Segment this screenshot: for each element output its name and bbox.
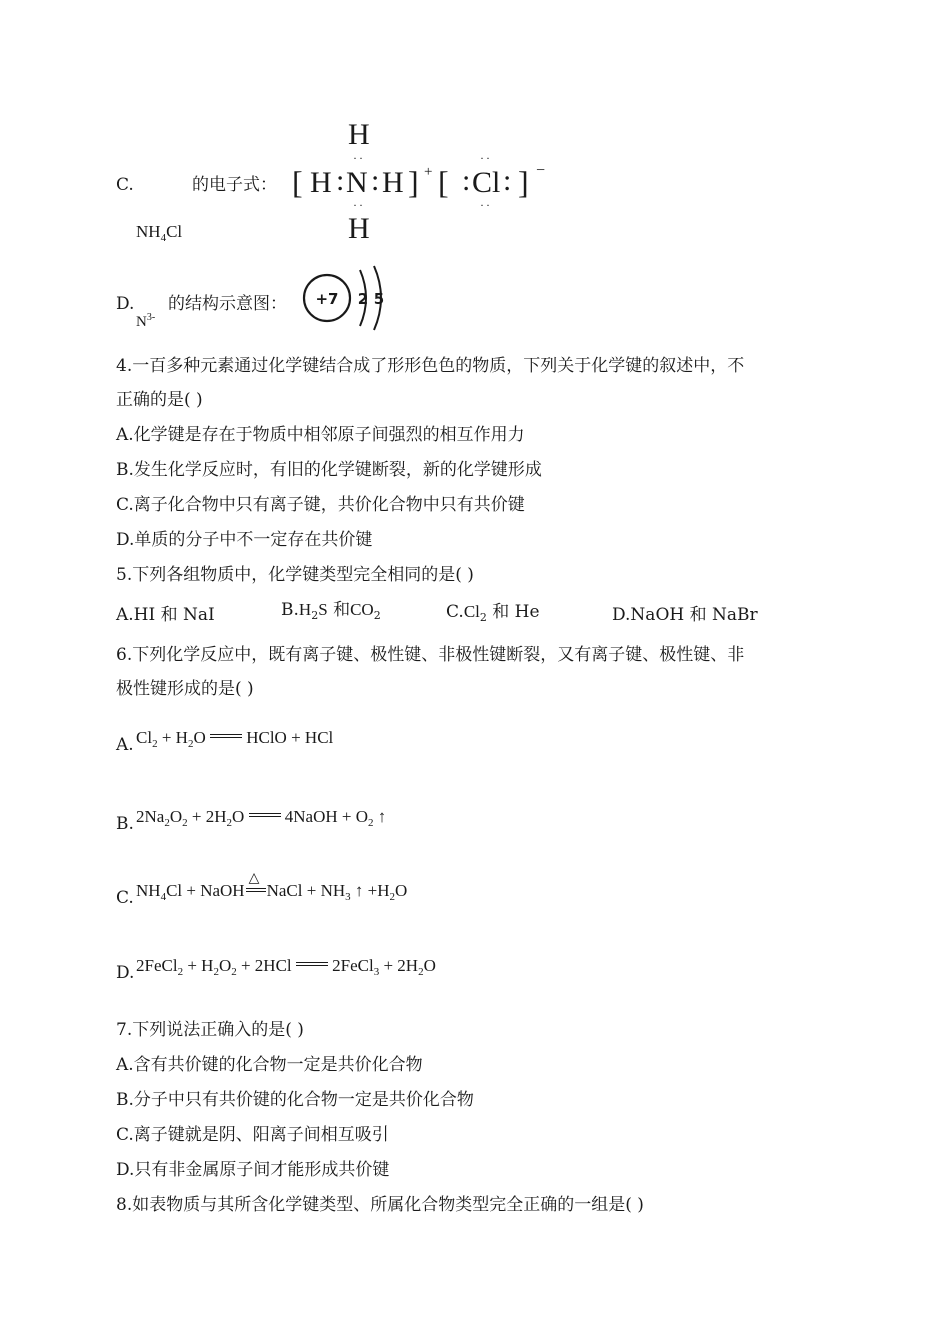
q6-option-b-letter: B. — [116, 814, 134, 834]
cl-colon-left: : — [462, 164, 471, 197]
q4-stem-line1: 4.一百多种元素通过化学键结合成了形形色色的物质，下列关于化学键的叙述中，不 — [116, 356, 745, 376]
cl-dots-bottom: ·· — [480, 198, 492, 212]
h-left: H — [310, 166, 332, 199]
q6-option-c-equation: $NH_4Cl$ + NaOH △ NaCl + $NH_3$ ↑ $+H_2O$ — [136, 871, 408, 903]
h-bottom: H — [348, 212, 370, 245]
cl-colon-right: : — [503, 164, 512, 197]
q6-option-a-equation: $Cl_2 + H_2O$ HClO + HCl — [136, 728, 334, 750]
cl-bracket-right: ] — [518, 164, 529, 200]
q7-option-c: C.离子键就是阴、阳离子间相互吸引 — [116, 1125, 389, 1145]
q3c-species: $NH_4Cl$ — [136, 222, 183, 244]
shell-1-electrons: 2 — [357, 290, 369, 308]
q7-option-b: B.分子中只有共价键的化合物一定是共价化合物 — [116, 1090, 474, 1110]
electron-formula-nh4cl — [290, 118, 560, 248]
cl-bracket-left: [ — [438, 164, 449, 200]
q5-option-c: $C.Cl_2$ 和 He — [446, 602, 540, 624]
nh4-charge: + — [424, 164, 433, 180]
q6-stem-line2: 极性键形成的是( ) — [116, 679, 254, 699]
q7-option-a: A.含有共价键的化合物一定是共价化合物 — [116, 1055, 423, 1075]
q6-stem-line1: 6.下列化学反应中，既有离子键、极性键、非极性键断裂，又有离子键、极性键、非 — [116, 645, 745, 665]
heat-symbol: △ — [248, 871, 260, 886]
nh4-bracket-left: [ — [292, 164, 303, 200]
cl-charge: − — [536, 162, 546, 179]
q5-option-a: A.HI 和 NaI — [116, 605, 215, 625]
q5-option-b: $B.H_2S$ 和$CO_2$ — [281, 600, 381, 622]
q5-option-d: D.NaOH 和 NaBr — [612, 605, 758, 625]
colon-right: : — [371, 164, 380, 197]
q6-option-d-equation: 2FeCl$_2$ + $H_2O_2 + 2HCl$ 2FeCl$_3$ + $2H_2O$ — [136, 956, 436, 978]
q3d-letter: D. — [116, 294, 135, 314]
q4-option-c: C.离子化合物中只有离子键，共价化合物中只有共价键 — [116, 495, 525, 515]
q3c-letter: C. — [116, 175, 134, 195]
q4-option-b: B.发生化学反应时，有旧的化学键断裂，新的化学键形成 — [116, 460, 542, 480]
q7-option-d: D.只有非金属原子间才能形成共价键 — [116, 1160, 390, 1180]
dots-top: ·· — [353, 151, 365, 165]
q6-option-b-equation: $2Na_2O_2 + 2H_2O$ 4NaOH + $O_2$ ↑ — [136, 807, 387, 829]
dots-bottom: ·· — [353, 198, 365, 212]
q5-stem: 5.下列各组物质中，化学键类型完全相同的是( ) — [116, 565, 474, 585]
colon-left: : — [336, 164, 345, 197]
h-right: H — [382, 166, 404, 199]
q4-option-d: D.单质的分子中不一定存在共价键 — [116, 530, 373, 550]
q6-option-d-letter: D. — [116, 963, 135, 983]
n3-ion-structure-diagram — [300, 262, 396, 332]
q4-stem-line2: 正确的是( ) — [116, 390, 203, 410]
nitrogen: N — [346, 166, 368, 199]
q6-option-c-letter: C. — [116, 888, 134, 908]
shell-2-electrons: 5 — [373, 290, 385, 308]
q6-option-a-letter: A. — [116, 735, 134, 755]
nucleus-charge: +7 — [315, 290, 339, 308]
nh4-bracket-right: ] — [408, 164, 419, 200]
q3d-species: $N^{3-}$ — [136, 312, 156, 330]
q4-option-a: A.化学键是存在于物质中相邻原子间强烈的相互作用力 — [116, 425, 525, 445]
q3d-desc: 的结构示意图： — [168, 294, 287, 314]
cl-dots-top: ·· — [480, 151, 492, 165]
chlorine: Cl — [472, 166, 501, 199]
h-top: H — [348, 118, 370, 151]
q8-stem: 8.如表物质与其所含化学键类型、所属化合物类型完全正确的一组是( ) — [116, 1195, 644, 1215]
q3c-desc: 的电子式： — [192, 175, 277, 195]
q7-stem: 7.下列说法正确入的是( ) — [116, 1020, 304, 1040]
